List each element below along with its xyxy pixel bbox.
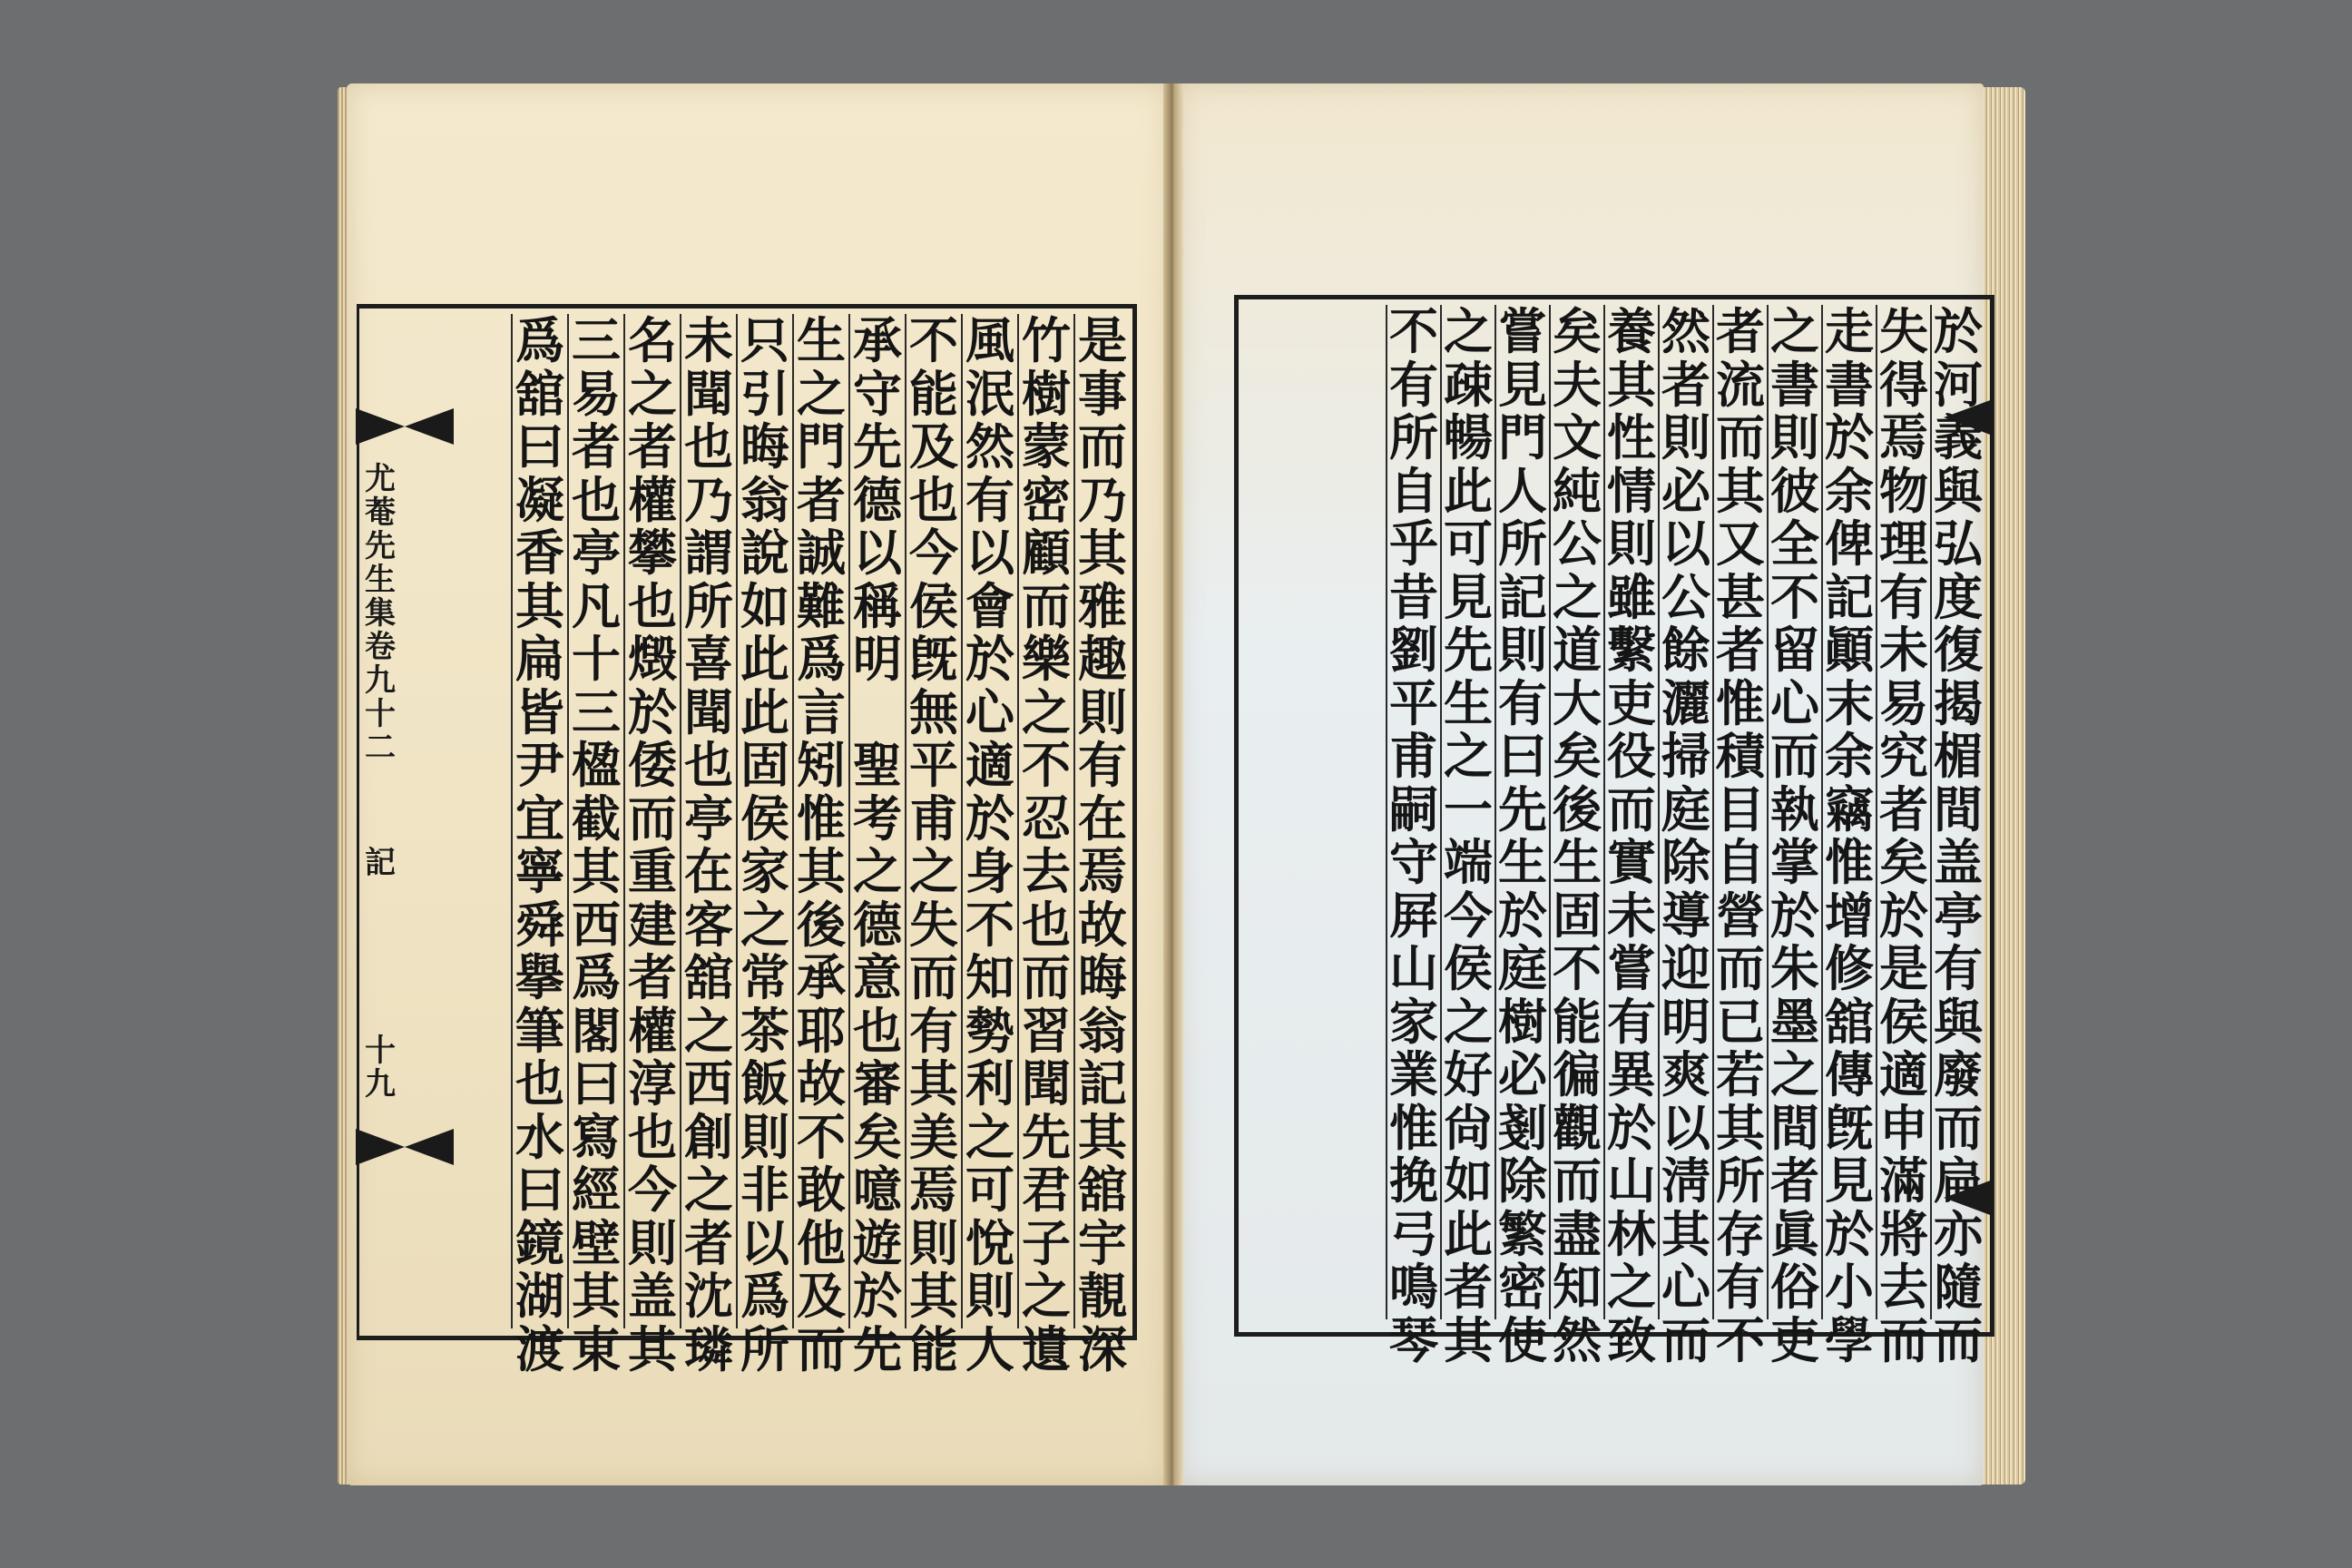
left-column-1: 是 事 而 乃 其 雅 趣 則 有 在 焉 故 晦 翁 記 其 舘 宇 靚 深 bbox=[1073, 314, 1130, 1328]
left-text-columns bbox=[407, 311, 1130, 1378]
right-column-4: 之 書 則 彼 全 不 留 心 而 執 掌 於 朱 墨 之 間 者 眞 俗 吏 bbox=[1767, 305, 1821, 1319]
left-column-11: 爲 舘 曰 凝 香 其 扁 皆 尹 宜 寧 舜 擧 筆 也 水 曰 鏡 湖 渡 bbox=[511, 314, 567, 1328]
left-column-4: 不 能 及 也 今 侯 旣 無 平 甫 之 失 而 有 其 美 焉 則 其 能 bbox=[905, 314, 961, 1328]
book-gutter bbox=[1163, 83, 1183, 1485]
right-column-3: 走 書 於 余 俾 記 顚 末 余 竊 惟 增 修 舘 傳 旣 見 於 小 學 bbox=[1821, 305, 1876, 1319]
left-column-5: 承 守 先 德 以 稱 明 聖 考 之 德 意 也 審 矣 噫 遊 於 先 bbox=[848, 314, 905, 1328]
banxin-section: 記 bbox=[365, 845, 396, 881]
right-column-11: 不 有 所 自 乎 昔 劉 平 甫 嗣 守 屛 山 家 業 惟 挽 弓 鳴 琴 bbox=[1386, 305, 1440, 1319]
right-column-7: 養 其 性 情 則 雖 繫 吏 役 而 實 未 嘗 有 異 於 山 林 之 致 bbox=[1603, 305, 1658, 1319]
left-column-3: 風 泯 然 有 以 會 於 心 適 於 身 不 知 勢 利 之 可 悅 則 人 bbox=[961, 314, 1017, 1328]
banxin-strip bbox=[357, 304, 404, 1331]
fish-tail-bottom-icon bbox=[356, 1129, 405, 1165]
left-column-6: 生 之 門 者 誠 難 爲 言 矧 惟 其 後 承 耶 故 不 敢 他 及 而 bbox=[792, 314, 848, 1328]
fish-tail-top-icon bbox=[356, 408, 405, 445]
fish-tail-right-top-icon bbox=[1944, 399, 1993, 436]
right-column-6: 然 者 則 必 以 公 餘 灑 掃 庭 除 導 迎 明 爽 以 淸 其 心 而 bbox=[1658, 305, 1712, 1319]
right-column-9: 嘗 見 門 人 所 記 則 有 曰 先 生 於 庭 樹 必 剗 除 繁 密 使 bbox=[1494, 305, 1549, 1319]
left-column-10: 三 易 者 也 亭 凡 十 三 楹 截 其 西 爲 閣 曰 寫 經 壁 其 東 bbox=[567, 314, 623, 1328]
left-column-2: 竹 樹 蒙 密 顧 而 樂 之 不 忍 去 也 而 習 聞 先 君 子 之 遺 bbox=[1017, 314, 1073, 1328]
right-column-1: 於 河 義 與 弘 度 復 揭 楣 間 盖 亭 有 與 廢 而 扁 亦 隨 而 bbox=[1930, 305, 1984, 1319]
right-column-2: 失 得 焉 物 理 有 未 易 究 者 矣 於 是 侯 適 申 滿 將 去 而 bbox=[1876, 305, 1930, 1319]
right-text-columns bbox=[1239, 302, 1984, 1369]
banxin-page-number: 十 九 bbox=[365, 1033, 396, 1102]
left-column-8: 未 聞 也 乃 謂 所 喜 聞 也 亭 在 客 舘 之 西 創 之 者 沈 璘 bbox=[680, 314, 736, 1328]
fish-tail-right-bottom-icon bbox=[1944, 1180, 1993, 1216]
right-column-5: 者 流 而 其 又 甚 者 惟 積 目 自 營 而 已 若 其 所 存 有 不 bbox=[1712, 305, 1767, 1319]
left-column-9: 名 之 者 權 攀 也 燬 於 倭 而 重 建 者 權 淳 也 今 則 盖 其 bbox=[623, 314, 680, 1328]
right-column-8: 矣 夫 文 純 公 之 道 大 矣 後 生 固 不 能 徧 觀 而 盡 知 然 bbox=[1549, 305, 1603, 1319]
right-column-10: 之 疎 暢 此 可 見 先 生 之 一 端 今 侯 之 好 尙 如 此 者 其 bbox=[1440, 305, 1494, 1319]
banxin-title: 尤 菴 先 生 集 卷 九 十 二 bbox=[365, 461, 396, 766]
left-column-7: 只 引 晦 翁 說 如 此 此 固 侯 家 之 常 茶 飯 則 非 以 爲 所 bbox=[736, 314, 792, 1328]
